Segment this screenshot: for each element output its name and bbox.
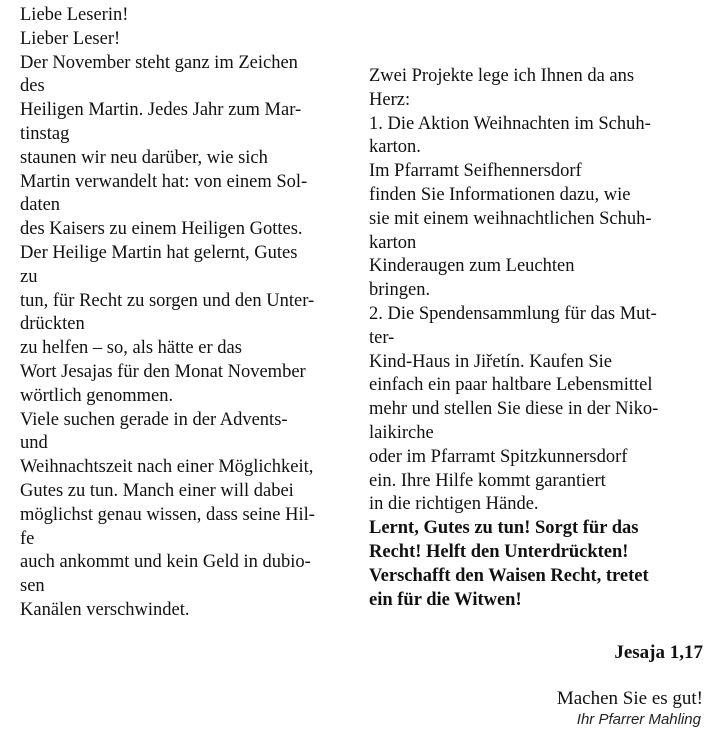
- text-line: Wort Jesajas für den Monat November: [20, 361, 306, 382]
- text-line: Weihnachtszeit nach einer Möglichkeit,: [20, 457, 314, 478]
- text-line: zu: [20, 266, 38, 287]
- text-line: möglichst genau wissen, dass seine Hil-: [20, 504, 315, 525]
- text-line: des: [20, 76, 45, 97]
- text-line: Kinderaugen zum Leuchten: [369, 256, 575, 277]
- right-column: [369, 65, 699, 612]
- left-column: [20, 4, 360, 623]
- text-line: tinstag: [20, 123, 70, 144]
- text-line: auch ankommt und kein Geld in dubio-: [20, 552, 311, 573]
- text-line: karton.: [369, 137, 421, 158]
- bible-reference: Jesaja 1,17: [614, 642, 703, 663]
- bible-quote-line: ein für die Witwen!: [369, 589, 522, 610]
- bible-quote-line: Recht! Helft den Unterdrückten!: [369, 541, 629, 562]
- text-line: Im Pfarramt Seifhennersdorf: [369, 161, 582, 182]
- text-line: laikirche: [369, 422, 434, 443]
- text-line: Liebe Leserin!: [20, 5, 129, 25]
- text-line: zu helfen – so, als hätte er das: [20, 338, 242, 359]
- text-line: bringen.: [369, 280, 431, 301]
- text-line: Gutes zu tun. Manch einer will dabei: [20, 480, 294, 501]
- bible-quote-line: Verschafft den Waisen Recht, tretet: [369, 565, 649, 586]
- text-line: staunen wir neu darüber, wie sich: [20, 147, 268, 168]
- text-line: 2. Die Spendensammlung für das Mut-: [369, 303, 657, 324]
- text-line: karton: [369, 232, 417, 253]
- text-line: in die richtigen Hände.: [369, 494, 539, 515]
- text-line: Herz:: [369, 89, 411, 110]
- text-line: ter-: [369, 327, 395, 348]
- text-line: sen: [20, 576, 45, 597]
- text-line: Martin verwandelt hat: von einem Sol-: [20, 171, 308, 192]
- text-line: oder im Pfarramt Spitzkunnersdorf: [369, 446, 628, 467]
- text-line: Heiligen Martin. Jedes Jahr zum Mar-: [20, 100, 302, 121]
- text-line: einfach ein paar haltbare Lebensmittel: [369, 375, 653, 396]
- text-line: ein. Ihre Hilfe kommt garantiert: [369, 470, 606, 491]
- text-line: drückten: [20, 314, 85, 335]
- text-line: wörtlich genommen.: [20, 385, 174, 406]
- closing-line: Machen Sie es gut!: [556, 688, 703, 709]
- text-line: Kanälen verschwindet.: [20, 599, 190, 620]
- author-signature: Ihr Pfarrer Mahling: [576, 711, 701, 728]
- text-line: mehr und stellen Sie diese in der Niko-: [369, 399, 659, 420]
- text-line: Kind-Haus in Jiřetín. Kaufen Sie: [369, 351, 613, 372]
- text-line: daten: [20, 195, 61, 216]
- text-line: fe: [20, 528, 35, 549]
- text-line: Viele suchen gerade in der Advents-: [20, 409, 288, 430]
- text-line: und: [20, 433, 48, 454]
- text-line: 1. Die Aktion Weihnachten im Schuh-: [369, 113, 651, 134]
- text-line: Der November steht ganz im Zeichen: [20, 52, 298, 73]
- text-line: Lieber Leser!: [20, 28, 121, 49]
- text-line: Zwei Projekte lege ich Ihnen da ans: [369, 66, 635, 86]
- text-line: tun, für Recht zu sorgen und den Unter-: [20, 290, 315, 311]
- bible-quote-line: Lernt, Gutes zu tun! Sorgt für das: [369, 518, 639, 539]
- text-line: finden Sie Informationen dazu, wie: [369, 184, 631, 205]
- text-line: sie mit einem weihnachtlichen Schuh-: [369, 208, 652, 229]
- text-line: Der Heilige Martin hat gelernt, Gutes: [20, 242, 298, 263]
- text-line: des Kaisers zu einem Heiligen Gottes.: [20, 219, 303, 240]
